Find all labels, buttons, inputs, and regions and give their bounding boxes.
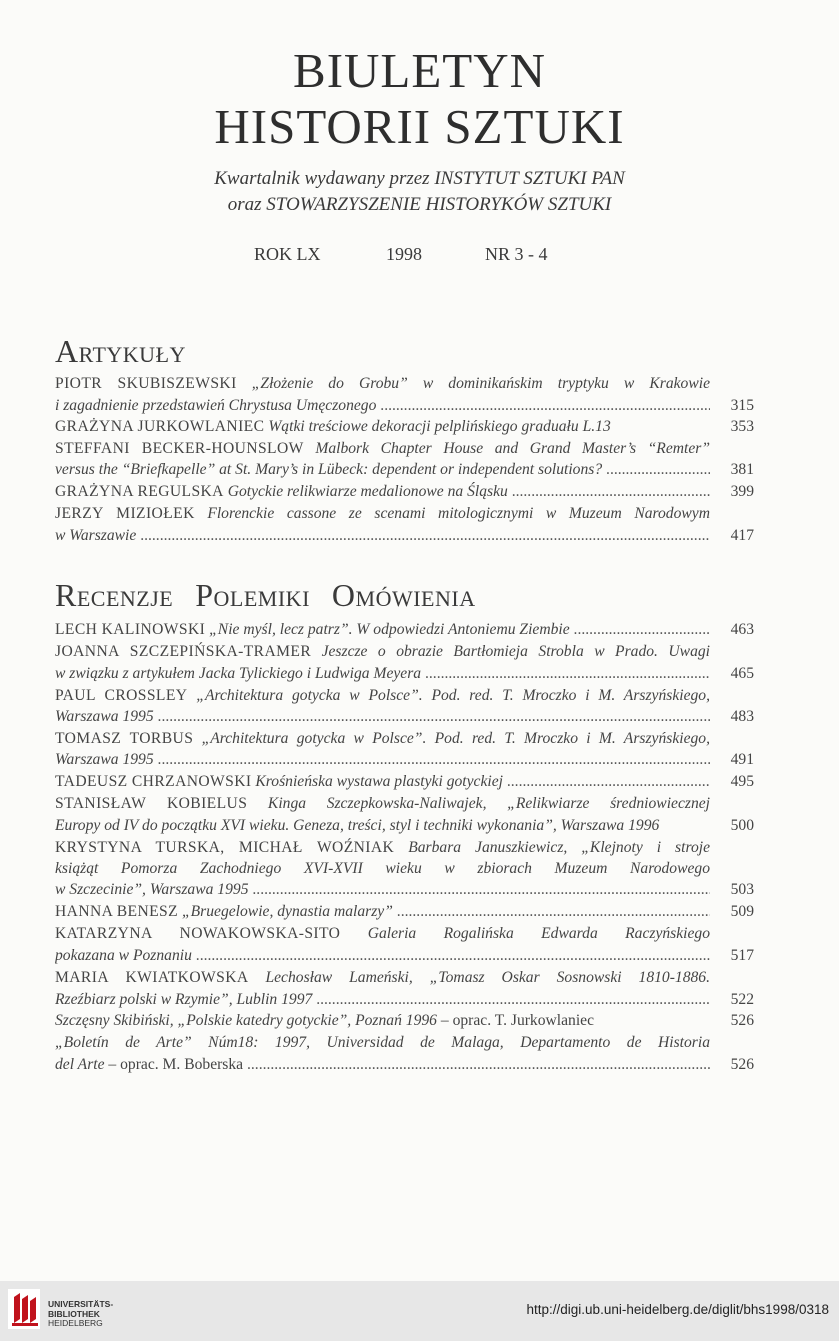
toc-entry[interactable]: PIOTR SKUBISZEWSKI „Złożenie do Grobu” w dominikańskim tryptyku w Krakowie xyxy=(55,375,710,392)
toc-entry[interactable]: PAUL CROSSLEY „Architektura gotycka w Polsce”. Pod. red. T. Mroczko i M. Arszyńskiego, xyxy=(55,687,710,704)
journal-title-line1: BIULETYN xyxy=(293,43,546,98)
page-number: 399 xyxy=(730,483,754,500)
toc-entry[interactable]: STANISŁAW KOBIELUS Kinga Szczepkowska-Naliwajek, „Relikwiarze średniowiecznej xyxy=(55,795,710,812)
section-articles: Artykuły xyxy=(55,333,186,369)
toc-entry[interactable]: GRAŻYNA REGULSKA Gotyckie relikwiarze medalionowe na Śląsku ..... xyxy=(55,481,710,503)
publisher-line1: Kwartalnik wydawany przez INSTYTUT SZTUKI PAN xyxy=(214,168,625,189)
toc-entry[interactable]: STEFFANI BECKER-HOUNSLOW Malbork Chapter House and Grand Master’s “Remter” xyxy=(55,440,710,457)
footer-bar xyxy=(0,1281,839,1341)
page-number: 315 xyxy=(730,397,754,414)
toc-entry[interactable]: TOMASZ TORBUS „Architektura gotycka w Polsce”. Pod. red. T. Mroczko i M. Arszyńskiego, xyxy=(55,730,710,747)
volume: ROK LX xyxy=(254,244,321,264)
page-number: 503 xyxy=(730,881,754,898)
toc-entry[interactable]: „Boletín de Arte” Núm18: 1997, Universidad de Malaga, Departamento de Historia xyxy=(55,1034,710,1051)
page-number: 463 xyxy=(730,621,754,638)
toc-entry[interactable]: JOANNA SZCZEPIŃSKA-TRAMER Jeszcze o obrazie Bartłomieja Strobla w Prado. Uwagi xyxy=(55,643,710,660)
page-number: 417 xyxy=(730,527,754,544)
page-number: 353 xyxy=(730,418,754,435)
toc-entry[interactable]: LECH KALINOWSKI „Nie myśl, lecz patrz”. W odpowiedzi Antoniemu Ziembie ..... xyxy=(55,619,710,641)
page-number: 522 xyxy=(730,991,754,1008)
page-number: 509 xyxy=(730,903,754,920)
toc-entry[interactable]: Szczęsny Skibiński, „Polskie katedry gotyckie”, Poznań 1996 – oprac. T. Jurkowlaniec xyxy=(55,1012,595,1029)
university-library-logo-icon xyxy=(8,1289,40,1329)
toc-entry[interactable]: KRYSTYNA TURSKA, MICHAŁ WOŹNIAK Barbara Januszkiewicz, „Klejnoty i stroje xyxy=(55,839,710,856)
page-number: 465 xyxy=(730,665,754,682)
toc-entry[interactable]: TADEUSZ CHRZANOWSKI Krośnieńska wystawa plastyki gotyckiej ..... xyxy=(55,771,710,793)
issue-number: NR 3 - 4 xyxy=(485,244,548,264)
source-url-link[interactable]: http://digi.ub.uni-heidelberg.de/diglit/bhs1998/0318 xyxy=(526,1302,829,1317)
publisher-line2: oraz STOWARZYSZENIE HISTORYKÓW SZTUKI xyxy=(227,194,612,215)
journal-title-line2: HISTORII SZTUKI xyxy=(214,99,625,154)
toc-entry[interactable]: GRAŻYNA JURKOWLANIEC Wątki treściowe dekoracji pelplińskiego graduału L.13 xyxy=(55,418,611,435)
page-number: 526 xyxy=(730,1012,754,1029)
year: 1998 xyxy=(386,244,422,264)
toc-entry[interactable]: MARIA KWIATKOWSKA Lechosław Lameński, „Tomasz Oskar Sosnowski 1810-1886. xyxy=(55,969,710,986)
section-reviews: Recenzje Polemiki Omówienia xyxy=(55,577,476,613)
toc-entry[interactable]: HANNA BENESZ „Bruegelowie, dynastia malarzy” ..... xyxy=(55,901,710,923)
page-number: 517 xyxy=(730,947,754,964)
page-number: 483 xyxy=(730,708,754,725)
page-number: 381 xyxy=(730,461,754,478)
page-number: 500 xyxy=(730,817,754,834)
toc-entry[interactable]: KATARZYNA NOWAKOWSKA-SITO Galeria Rogalińska Edwarda Raczyńskiego xyxy=(55,925,710,942)
page-number: 491 xyxy=(730,751,754,768)
toc-entry[interactable]: JERZY MIZIOŁEK Florenckie cassone ze scenami mitologicznymi w Muzeum Narodowym xyxy=(55,505,710,522)
page-number: 526 xyxy=(730,1056,754,1073)
library-name: UNIVERSITÄTS- BIBLIOTHEK HEIDELBERG xyxy=(48,1299,114,1328)
page-number: 495 xyxy=(730,773,754,790)
